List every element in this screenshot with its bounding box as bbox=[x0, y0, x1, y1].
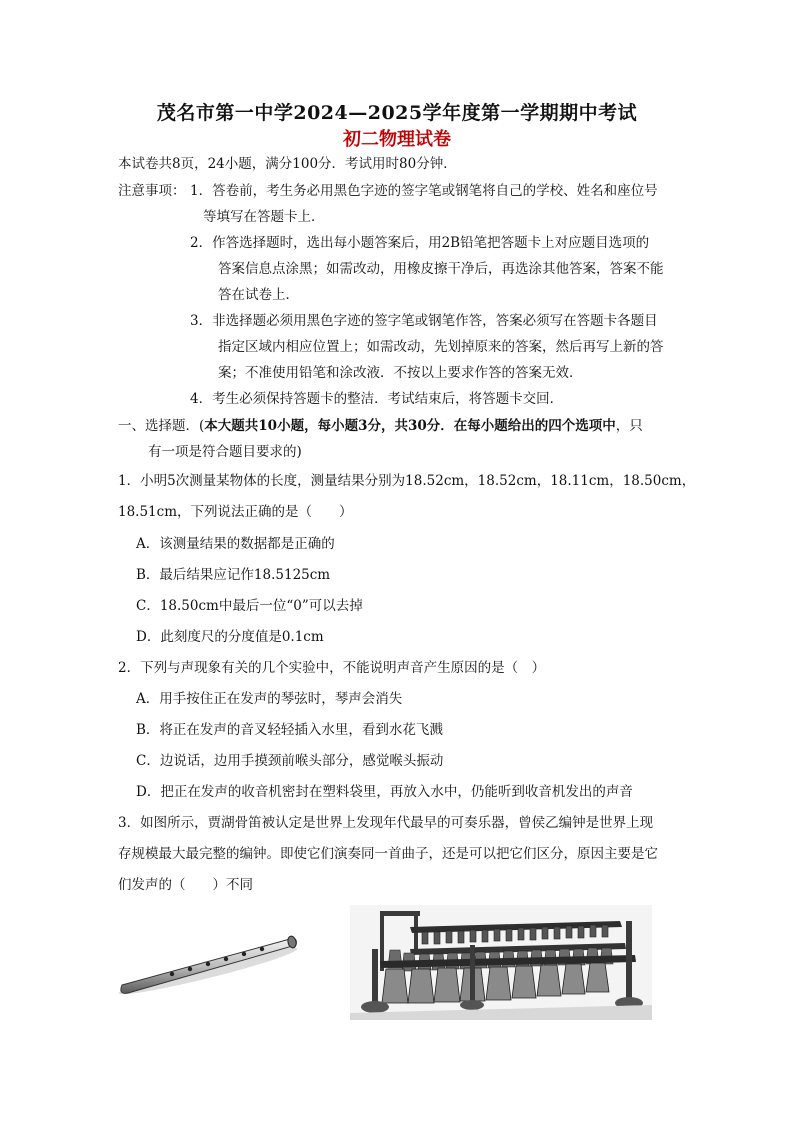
q3-stem-line-2: 存规模最大最完整的编钟。即使它们演奏同一首曲子，还是可以把它们区分，原因主要是它 bbox=[118, 846, 658, 862]
note-1-line-1: 1．答卷前，考生务必用黑色字迹的签字笔或钢笔将自己的学校、姓名和座位号 bbox=[190, 183, 658, 199]
q3-stem-line-3: 们发声的（ ）不同 bbox=[118, 877, 253, 893]
q2-option-c: C．边说话，边用手摸颈前喉头部分，感觉喉头振动 bbox=[136, 753, 444, 769]
q1-option-c: C．18.50cm中最后一位“0”可以去掉 bbox=[136, 598, 363, 614]
q1-option-b: B．最后结果应记作18.5125cm bbox=[136, 567, 331, 583]
q3-stem-line-1: 3．如图所示，贾湖骨笛被认定是世界上发现年代最早的可奏乐器，曾侯乙编钟是世界上现 bbox=[118, 815, 654, 831]
q1-stem-line-1: 1．小明5次测量某物体的长度，测量结果分别为18.52cm，18.52cm，18.11cm，18.50cm， bbox=[118, 473, 696, 489]
bone-flute-image bbox=[112, 925, 302, 1005]
note-3-line-3: 案；不准使用铅笔和涂改液．不按以上要求作答的答案无效． bbox=[218, 365, 583, 381]
exam-title: 茂名市第一中学2024—2025学年度第一学期期中考试 bbox=[156, 102, 638, 124]
q1-option-d: D．此刻度尺的分度值是0.1cm bbox=[136, 629, 324, 645]
q2-option-b: B．将正在发声的音叉轻轻插入水里，看到水花飞溅 bbox=[136, 722, 443, 738]
note-2-line-2: 答案信息点涂黑；如需改动，用橡皮擦干净后，再选涂其他答案，答案不能 bbox=[218, 261, 664, 277]
note-2-line-3: 答在试卷上． bbox=[218, 287, 299, 303]
q2-stem: 2．下列与声现象有关的几个实验中，不能说明声音产生原因的是（ ） bbox=[118, 660, 546, 676]
section-1-label: 一、选择题．( bbox=[118, 418, 205, 434]
section-1-line-2: 有一项是符合题目要求的) bbox=[148, 444, 302, 460]
note-3-line-2: 指定区域内相应位置上；如需改动，先划掉原来的答案，然后再写上新的答 bbox=[218, 339, 664, 355]
note-2-line-1: 2．作答选择题时，选出每小题答案后，用2B铅笔把答题卡上对应题目选项的 bbox=[190, 235, 650, 251]
section-1-instructions: 本大题共10小题，每小题3分，共30分．在每小题给出的 bbox=[204, 418, 549, 434]
section-1-tail: ，只 bbox=[615, 418, 643, 434]
note-4-line: 4．考生必须保持答题卡的整洁．考试结束后，将答题卡交回． bbox=[190, 391, 564, 407]
section-1-emphasis: 四个选项中 bbox=[548, 418, 616, 434]
q1-stem-line-2: 18.51cm，下列说法正确的是（ ） bbox=[118, 504, 353, 520]
section-1-heading bbox=[118, 417, 643, 435]
intro-line: 本试卷共8页，24小题，满分100分．考试用时80分钟． bbox=[118, 156, 457, 172]
bianzhong-bells-image bbox=[350, 905, 652, 1020]
exam-subtitle: 初二物理试卷 bbox=[343, 129, 451, 150]
q1-option-a: A．该测量结果的数据都是正确的 bbox=[136, 536, 335, 552]
note-3-line-1: 3．非选择题必须用黑色字迹的签字笔或钢笔作答，答案必须写在答题卡各题目 bbox=[190, 313, 658, 329]
q2-option-d: D．把正在发声的收音机密封在塑料袋里，再放入水中，仍能听到收音机发出的声音 bbox=[136, 784, 633, 800]
q2-option-a: A．用手按住正在发声的琴弦时，琴声会消失 bbox=[136, 691, 403, 707]
note-1-line-2: 等填写在答题卡上． bbox=[203, 209, 325, 225]
notes-label: 注意事项： bbox=[118, 183, 186, 199]
